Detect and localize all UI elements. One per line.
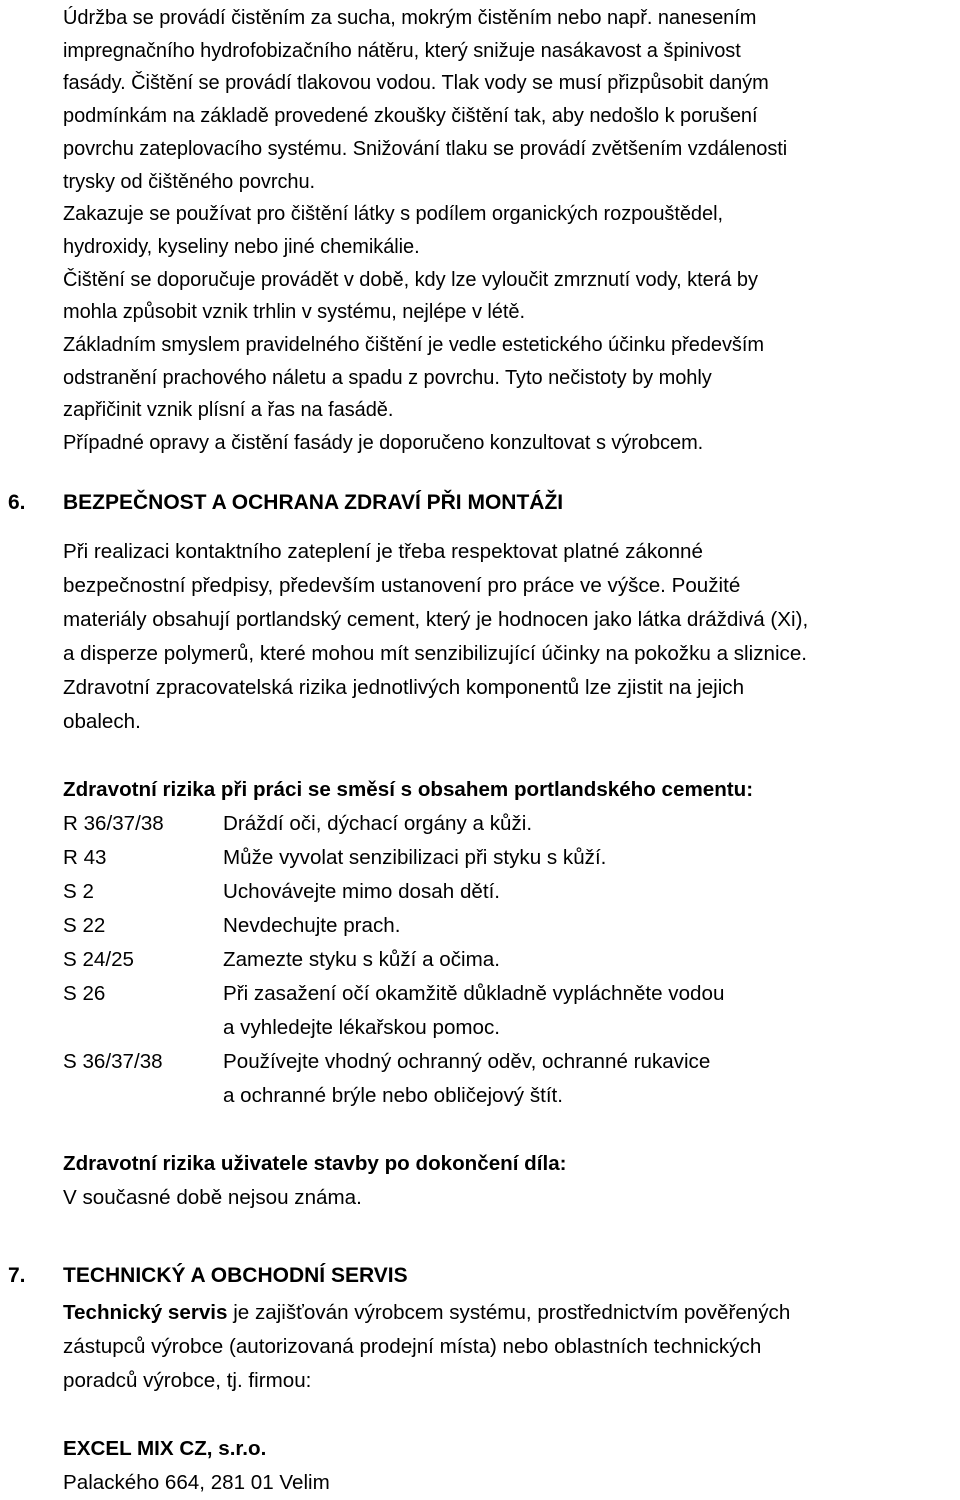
text-line: poradců výrobce, tj. firmou: — [63, 1369, 312, 1393]
section-6-heading — [0, 491, 960, 521]
user-risks-text — [63, 1181, 960, 1215]
safety-text — [63, 535, 960, 740]
company-info — [63, 1432, 960, 1500]
risk-text — [223, 909, 960, 943]
text-line: materiály obsahují portlandský cement, který je hodnocen jako látka dráždivá (Xi), — [63, 608, 809, 632]
risk-code: S 22 — [63, 914, 106, 937]
service-text — [63, 1296, 960, 1398]
text-line: a disperze polymerů, které mohou mít senzibilizující účinky na pokožku a sliznice. — [63, 642, 807, 666]
risk-text-line: a vyhledejte lékařskou pomoc. — [223, 1016, 501, 1039]
section-number: 6. — [8, 491, 26, 514]
risk-text-line: Může vyvolat senzibilizaci při styku s kůží. — [223, 846, 607, 869]
text-line: impregnačního hydrofobizačního nátěru, který snižuje nasákavost a špinivost — [63, 39, 741, 62]
risk-text-line: a ochranné brýle nebo obličejový štít. — [223, 1084, 563, 1107]
text-line: fasády. Čištění se provádí tlakovou vodou. Tlak vody se musí přizpůsobit daným — [63, 72, 769, 95]
text-line: zapřičinit vznik plísní a řas na fasádě. — [63, 399, 394, 422]
risk-code: S 24/25 — [63, 948, 134, 971]
risk-text — [223, 977, 960, 1045]
user-risks-heading: Zdravotní rizika uživatele stavby po dokončení díla: — [63, 1152, 567, 1175]
risk-text-line: Při zasažení očí okamžitě důkladně vypláchněte vodou — [223, 982, 725, 1005]
text-line: trysky od čištěného povrchu. — [63, 170, 316, 193]
section-title: BEZPEČNOST A OCHRANA ZDRAVÍ PŘI MONTÁŽI — [63, 491, 564, 514]
company-address: Palackého 664, 281 01 Velim — [63, 1471, 330, 1495]
risk-row — [63, 909, 960, 943]
risk-row — [63, 807, 960, 841]
risk-row — [63, 977, 960, 1045]
text-line: povrchu zateplovacího systému. Snižování tlaku se provádí zvětšením vzdálenosti — [63, 137, 788, 160]
risks-heading: Zdravotní rizika při práci se směsí s obsahem portlandského cementu: — [63, 778, 754, 801]
risk-text — [223, 807, 960, 841]
text-line: V současné době nejsou známa. — [63, 1186, 362, 1209]
text-line: bezpečnostní předpisy, především ustanovení pro práce ve výšce. Použité — [63, 574, 741, 598]
risk-text-line: Zamezte styku s kůží a očima. — [223, 948, 500, 971]
risk-text — [223, 943, 960, 977]
risk-phrases-list — [63, 807, 960, 1113]
risk-code: R 43 — [63, 846, 107, 869]
risk-row — [63, 1045, 960, 1113]
risk-row — [63, 841, 960, 875]
company-name: EXCEL MIX CZ, s.r.o. — [63, 1437, 267, 1460]
risk-code: S 36/37/38 — [63, 1050, 163, 1073]
text-line: hydroxidy, kyseliny nebo jiné chemikálie. — [63, 235, 420, 258]
risk-text-line: Používejte vhodný ochranný oděv, ochranné rukavice — [223, 1050, 711, 1073]
risk-text — [223, 1045, 960, 1113]
text-line: Zakazuje se používat pro čištění látky s podílem organických rozpouštědel, — [63, 203, 723, 226]
section-7-heading — [0, 1264, 960, 1294]
text-line: podmínkám na základě provedené zkoušky čištění tak, aby nedošlo k porušení — [63, 105, 758, 128]
text-line: Zdravotní zpracovatelská rizika jednotlivých komponentů lze zjistit na jejich — [63, 676, 745, 700]
text-line: Při realizaci kontaktního zateplení je třeba respektovat platné zákonné — [63, 540, 703, 563]
text-line: zástupců výrobce (autorizovaná prodejní místa) nebo oblastních technických — [63, 1335, 762, 1359]
risk-row — [63, 875, 960, 909]
section-number: 7. — [8, 1264, 26, 1287]
text-fragment: je zajišťován výrobcem systému, prostřednictvím pověřených — [227, 1301, 791, 1324]
technical-service-label: Technický servis — [63, 1301, 228, 1324]
risk-text-line: Nevdechujte prach. — [223, 914, 401, 937]
risk-text — [223, 875, 960, 909]
text-line: Případné opravy a čistění fasády je doporučeno konzultovat s výrobcem. — [63, 432, 704, 455]
risk-code: R 36/37/38 — [63, 812, 164, 835]
text-line: Údržba se provádí čistěním za sucha, mokrým čistěním nebo např. nanesením — [63, 7, 757, 29]
risk-text — [223, 841, 960, 875]
text-line: odstranění prachového náletu a spadu z povrchu. Tyto nečistoty by mohly — [63, 366, 712, 389]
risk-text-line: Uchovávejte mimo dosah dětí. — [223, 880, 501, 903]
text-line: obalech. — [63, 710, 141, 734]
risk-code: S 2 — [63, 880, 94, 903]
section-title: TECHNICKÝ A OBCHODNÍ SERVIS — [63, 1264, 408, 1287]
maintenance-text — [63, 2, 960, 460]
risk-row — [63, 943, 960, 977]
risk-code: S 26 — [63, 982, 106, 1005]
text-line: mohla způsobit vznik trhlin v systému, nejlépe v létě. — [63, 301, 525, 324]
risk-text-line: Dráždí oči, dýchací orgány a kůži. — [223, 812, 533, 835]
text-line: Základním smyslem pravidelného čištění je vedle estetického účinku především — [63, 334, 764, 357]
text-line: Čištění se doporučuje provádět v době, kdy lze vyloučit zmrznutí vody, která by — [63, 268, 758, 291]
text-line — [63, 1296, 960, 1330]
